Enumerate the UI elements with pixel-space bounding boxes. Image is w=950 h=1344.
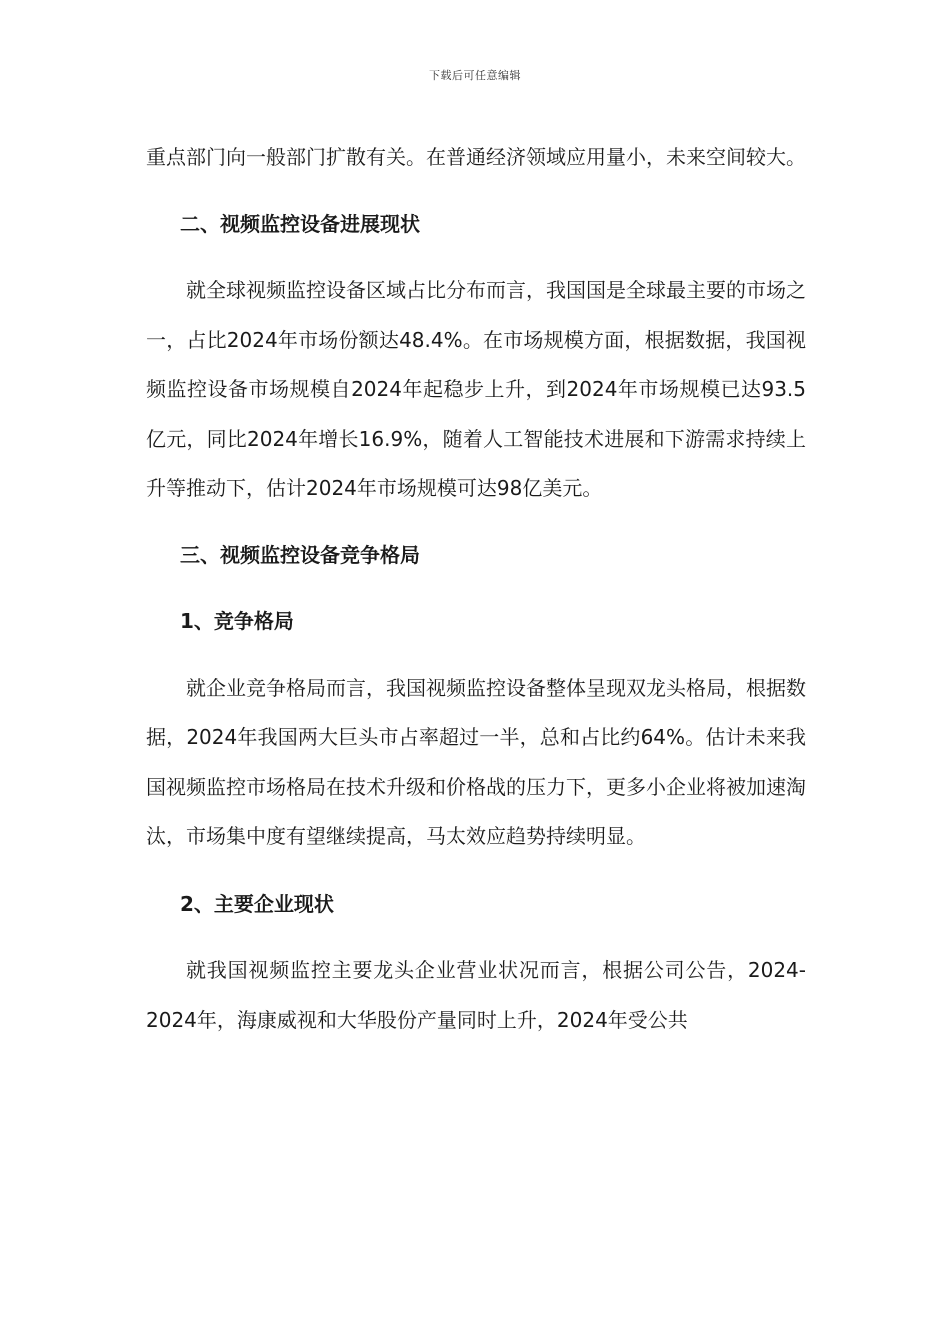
paragraph-subsection-2: 就我国视频监控主要龙头企业营业状况而言，根据公司公告，2024-2024年，海康威视和大华股份产量同时上升，2024年受公共 (146, 958, 806, 1032)
spacer (146, 514, 806, 531)
heading-subsection-1: 1、竞争格局 (180, 609, 294, 633)
paragraph-subsection-1: 就企业竞争格局而言，我国视频监控设备整体呈现双龙头格局，根据数据，2024年我国两大巨头市占率超过一半，总和占比约64%。估计未来我国视频监控市场格局在技术升级和价格战的压力下，更多小企业将被加速淘汰，市场集中度有望继续提高，马太效应趋势持续明显。 (146, 675, 806, 848)
spacer (146, 249, 806, 266)
paragraph-section-2: 就全球视频监控设备区域占比分布而言，我国国是全球最主要的市场之一，占比2024年市场份额达48.4%。在市场规模方面，根据数据，我国视频监控设备市场规模自2024年起稳步上升，到2024年市场规模已达93.5亿元，同比2024年增长16.9%，随着人工智能技术进展和下游需求持续上升等推动下，估计2024年市场规模可达98亿美元。 (146, 278, 806, 500)
heading-section-2: 二、视频监控设备进展现状 (180, 211, 420, 236)
header-note: 下载后可任意编辑 (429, 69, 521, 82)
heading-subsection-2: 2、主要企业现状 (180, 891, 334, 916)
spacer (146, 862, 806, 880)
document-body (146, 133, 806, 1045)
spacer (146, 647, 806, 664)
spacer (146, 580, 806, 597)
spacer (146, 183, 806, 200)
paragraph-intro: 重点部门向一般部门扩散有关。在普通经济领域应用量小，未来空间较大。 (146, 145, 806, 169)
spacer (146, 929, 806, 946)
heading-section-3: 三、视频监控设备竞争格局 (180, 542, 420, 567)
